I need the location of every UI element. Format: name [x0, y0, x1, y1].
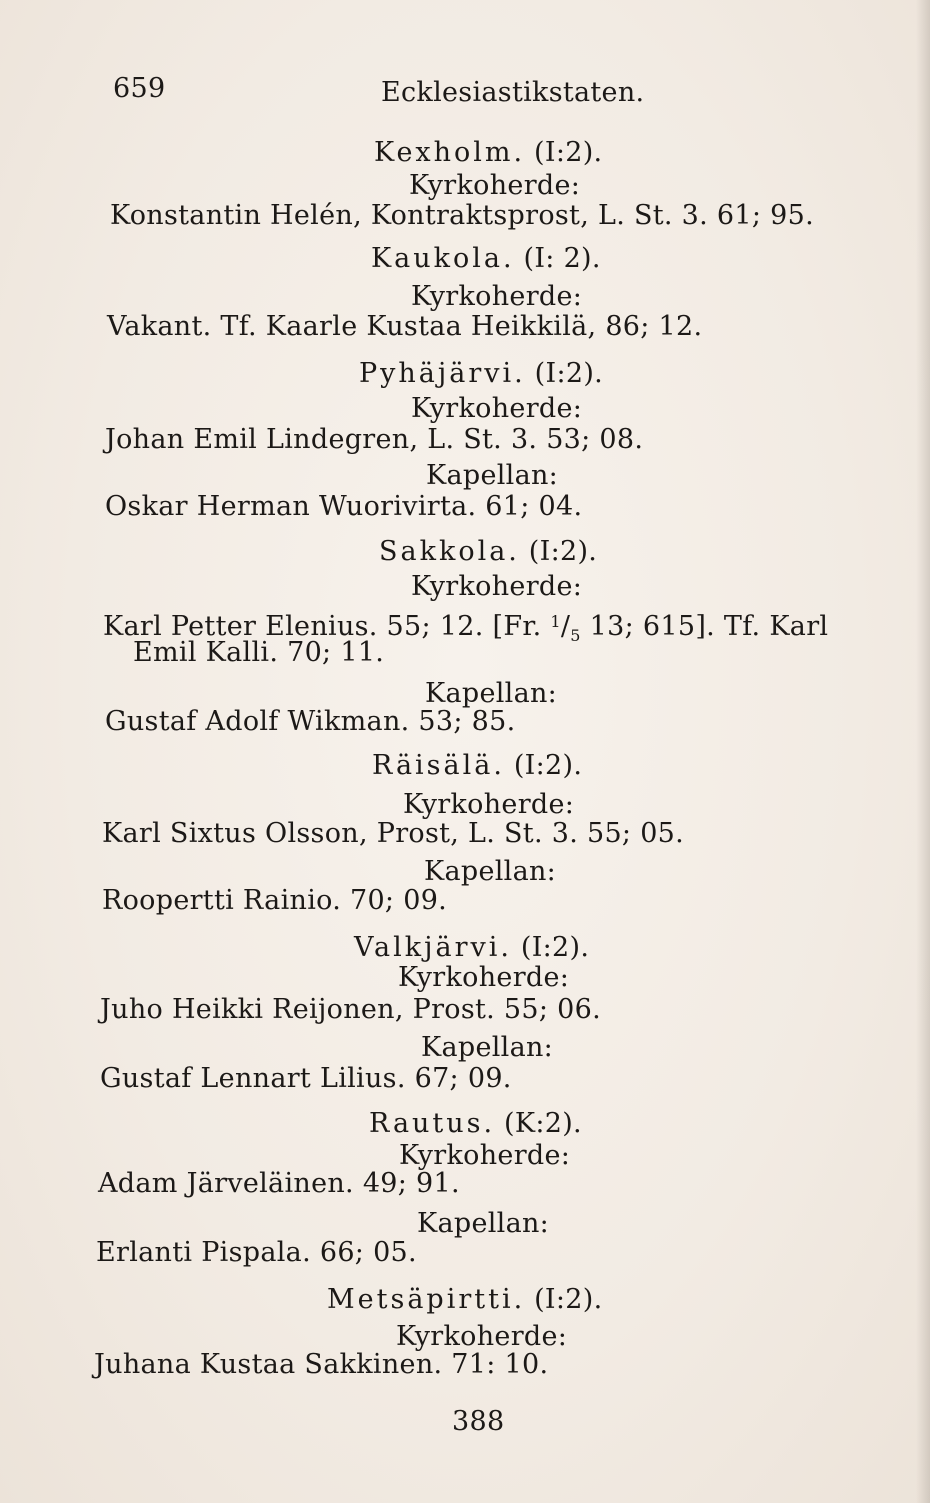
- role-label: Kapellan:: [426, 460, 559, 491]
- page-number: 659: [113, 73, 166, 104]
- parish-name: Kaukola.: [371, 243, 515, 274]
- role-label: Kapellan:: [424, 856, 557, 887]
- entry-line: Oskar Herman Wuorivirta. 61; 04.: [105, 491, 583, 522]
- parish-name: Kexholm.: [374, 137, 526, 168]
- fraction-denominator: 5: [570, 626, 581, 645]
- parish-name: Valkjärvi.: [354, 932, 512, 963]
- page-edge-shadow: [916, 0, 930, 1503]
- parish-name: Metsäpirtti.: [327, 1284, 526, 1315]
- entry-line: Adam Järveläinen. 49; 91.: [98, 1168, 460, 1199]
- parish-heading-pyhajarvi: [359, 357, 603, 391]
- entry-line: Juhana Kustaa Sakkinen. 71: 10.: [94, 1349, 549, 1380]
- entry-line: Vakant. Tf. Kaarle Kustaa Heikkilä, 86; 12.: [107, 311, 703, 342]
- role-label: Kyrkoherde:: [409, 170, 581, 201]
- running-title: Ecklesiastikstaten.: [381, 77, 645, 108]
- entry-line: Gustaf Lennart Lilius. 67; 09.: [100, 1063, 512, 1094]
- entry-line: Erlanti Pispala. 66; 05.: [96, 1237, 417, 1268]
- parish-heading-sakkola: [379, 535, 597, 569]
- role-label: Kapellan:: [425, 678, 558, 709]
- role-label: Kyrkoherde:: [411, 281, 583, 312]
- role-label: Kapellan:: [417, 1208, 550, 1239]
- parish-code: (I:2).: [520, 932, 590, 963]
- role-label: Kapellan:: [421, 1032, 554, 1063]
- fraction-slash: /: [560, 611, 571, 642]
- parish-name: Räisälä.: [372, 750, 505, 781]
- parish-code: (I: 2).: [523, 243, 601, 274]
- entry-line: Juho Heikki Reijonen, Prost. 55; 06.: [100, 994, 602, 1025]
- entry-line: Konstantin Helén, Kontraktsprost, L. St. 3. 61; 95.: [110, 200, 814, 231]
- entry-line: Karl Sixtus Olsson, Prost, L. St. 3. 55; 05.: [102, 818, 685, 849]
- parish-heading-metsapirtti: [327, 1283, 602, 1317]
- role-label: Kyrkoherde:: [411, 393, 583, 424]
- role-label: Kyrkoherde:: [396, 1321, 568, 1352]
- entry-line: Roopertti Rainio. 70; 09.: [102, 885, 448, 916]
- parish-heading-rautus: [369, 1107, 582, 1141]
- role-label: Kyrkoherde:: [411, 571, 583, 602]
- role-label: Kyrkoherde:: [403, 789, 575, 820]
- parish-heading-kaukola: [371, 242, 601, 276]
- parish-heading-kexholm: [374, 136, 602, 170]
- parish-code: (I:2).: [534, 137, 603, 168]
- entry-line: Gustaf Adolf Wikman. 53; 85.: [105, 706, 516, 737]
- entry-line: Emil Kalli. 70; 11.: [133, 637, 385, 668]
- parish-heading-raisala: [372, 749, 582, 783]
- parish-name: Rautus.: [369, 1108, 496, 1139]
- entry-line: Johan Emil Lindegren, L. St. 3. 53; 08.: [105, 424, 644, 455]
- parish-code: (I:2).: [528, 536, 598, 567]
- entry-text: 13; 615]. Tf. Karl: [580, 611, 829, 642]
- parish-name: Sakkola.: [379, 536, 520, 567]
- parish-heading-valkjarvi: [354, 931, 589, 965]
- signature-number: 388: [452, 1406, 505, 1437]
- role-label: Kyrkoherde:: [398, 962, 570, 993]
- fraction-numerator: 1: [550, 612, 561, 631]
- parish-code: (I:2).: [534, 1284, 603, 1315]
- parish-code: (I:2).: [513, 750, 583, 781]
- parish-code: (I:2).: [534, 358, 604, 389]
- parish-name: Pyhäjärvi.: [359, 358, 526, 389]
- entry-text: Karl Petter Elenius. 55; 12. [Fr.: [103, 611, 551, 642]
- role-label: Kyrkoherde:: [399, 1140, 571, 1171]
- parish-code: (K:2).: [504, 1108, 582, 1139]
